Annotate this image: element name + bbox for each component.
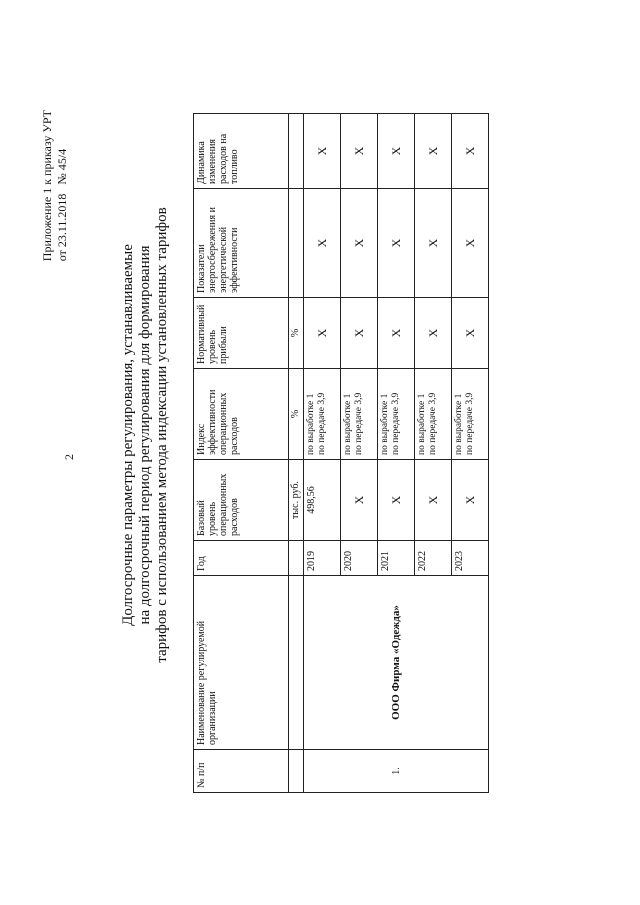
- row-year: 2019: [304, 541, 341, 576]
- units-index: %: [289, 369, 304, 460]
- row-base: 498,56: [304, 460, 341, 541]
- row-energy: X: [304, 189, 341, 298]
- row-fuel: X: [452, 114, 489, 189]
- index-generation: по выработке 1: [306, 393, 316, 455]
- index-transmission: по передаче 3,9: [465, 392, 475, 455]
- index-transmission: по передаче 3,9: [317, 392, 327, 455]
- header-base-level: Базовый уровень операционных расходов: [194, 460, 289, 541]
- appendix-line-2: от 23.11.2018 № 45/4: [55, 148, 69, 262]
- row-energy: X: [341, 189, 378, 298]
- row-norm: X: [415, 298, 452, 369]
- index-transmission: по передаче 3,9: [428, 392, 438, 455]
- header-energy-saving: Показатели энергосбережения и энергетической эффективности: [194, 189, 289, 298]
- row-energy: X: [378, 189, 415, 298]
- index-generation: по выработке 1: [417, 393, 427, 455]
- parameters-table: [193, 113, 489, 793]
- row-energy: X: [452, 189, 489, 298]
- table-row: [304, 114, 341, 793]
- row-base: X: [341, 460, 378, 541]
- header-organization: Наименование регулируемой организации: [194, 576, 289, 750]
- index-transmission: по передаче 3,9: [391, 392, 401, 455]
- index-transmission: по передаче 3,9: [354, 392, 364, 455]
- row-fuel: X: [415, 114, 452, 189]
- row-energy: X: [415, 189, 452, 298]
- title-line-1: Долгосрочные параметры регулирования, устанавливаемые: [120, 244, 136, 626]
- row-norm: X: [341, 298, 378, 369]
- title-line-3: тарифов с использованием метода индексации установленных тарифов: [154, 207, 170, 663]
- index-generation: по выработке 1: [380, 393, 390, 455]
- row-index: [341, 369, 378, 460]
- row-index: [304, 369, 341, 460]
- units-year: [289, 541, 304, 576]
- row-fuel: X: [304, 114, 341, 189]
- organization-name: ООО Фирма «Одежда»: [304, 576, 489, 750]
- units-norm: %: [289, 298, 304, 369]
- row-index: [378, 369, 415, 460]
- header-profit-level: Нормативный уровень прибыли: [194, 298, 289, 369]
- index-generation: по выработке 1: [343, 393, 353, 455]
- row-base: X: [415, 460, 452, 541]
- index-generation: по выработке 1: [454, 393, 464, 455]
- units-base: тыс. руб.: [289, 460, 304, 541]
- units-fuel: [289, 114, 304, 189]
- appendix-note: [40, 110, 70, 261]
- document-title: [120, 85, 171, 785]
- row-year: 2022: [415, 541, 452, 576]
- row-norm: X: [452, 298, 489, 369]
- table-header-row: [194, 114, 289, 793]
- row-number: 1.: [304, 750, 489, 793]
- row-year: 2021: [378, 541, 415, 576]
- row-norm: X: [378, 298, 415, 369]
- units-energy: [289, 189, 304, 298]
- row-fuel: X: [341, 114, 378, 189]
- row-year: 2020: [341, 541, 378, 576]
- header-fuel-dynamics: Динамика изменения расходов на топливо: [194, 114, 289, 189]
- units-num: [289, 750, 304, 793]
- table-units-row: [289, 114, 304, 793]
- row-norm: X: [304, 298, 341, 369]
- page-number: 2: [62, 454, 76, 460]
- header-year: Год: [194, 541, 289, 576]
- row-index: [415, 369, 452, 460]
- appendix-line-1: Приложение 1 к приказу УРТ: [40, 110, 54, 262]
- title-line-2: на долгосрочный период регулирования для формирования: [137, 245, 153, 625]
- units-org: [289, 576, 304, 750]
- row-fuel: X: [378, 114, 415, 189]
- row-base: X: [452, 460, 489, 541]
- row-base: X: [378, 460, 415, 541]
- row-year: 2023: [452, 541, 489, 576]
- header-efficiency-index: Индекс эффективности операционных расходов: [194, 369, 289, 460]
- row-index: [452, 369, 489, 460]
- header-num: № п/п: [194, 750, 289, 793]
